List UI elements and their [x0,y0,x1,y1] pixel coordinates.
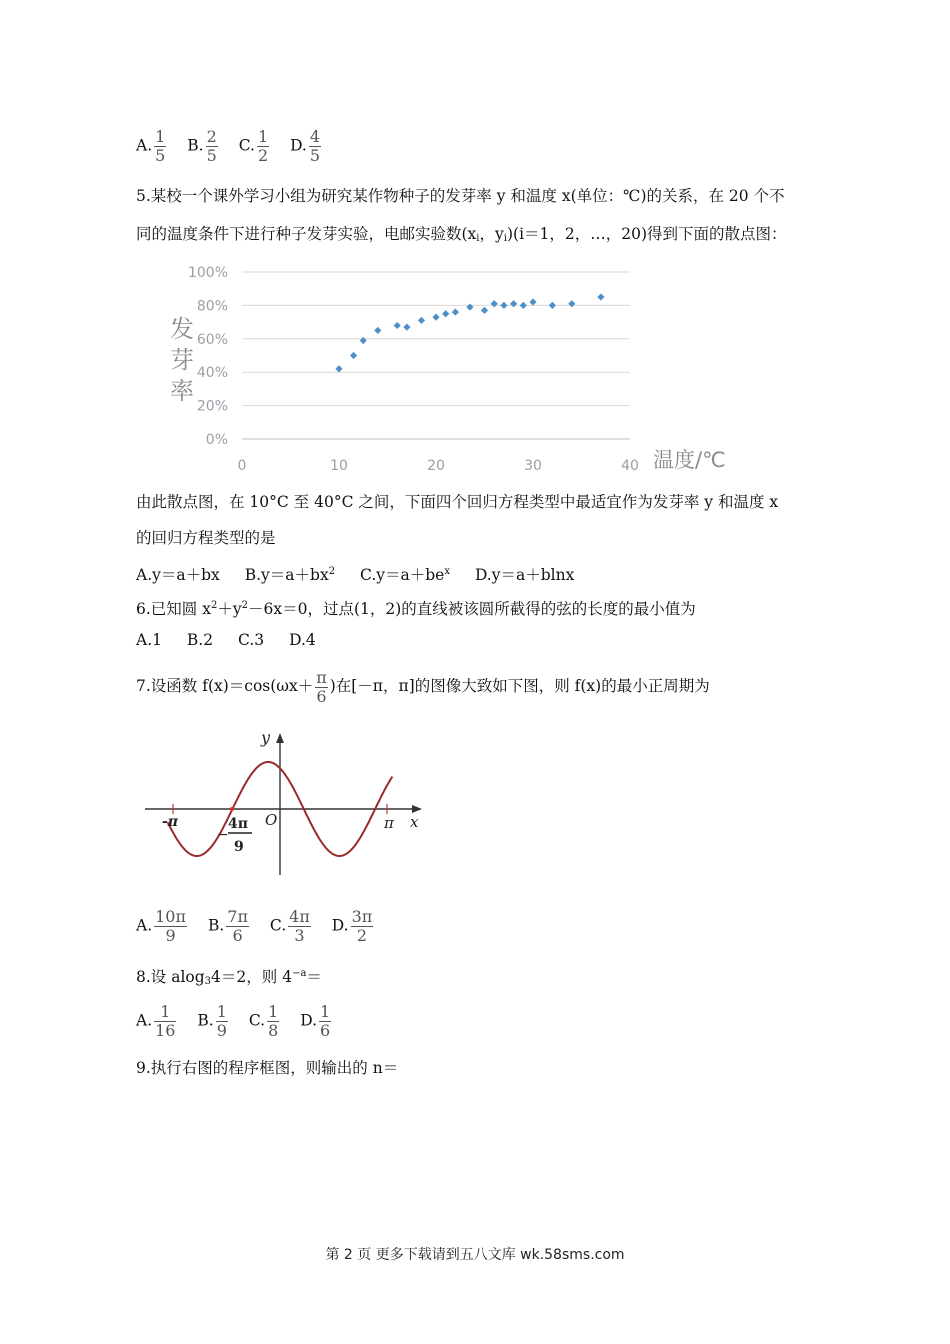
y-axis-title-char-2: 芽 [170,346,194,374]
scatter-point [350,352,357,359]
tick-neg-sign: − [217,827,229,843]
scatter-point [403,324,410,331]
germination-scatter-chart [150,255,750,480]
scatter-point [374,327,381,334]
scatter-point [597,293,604,300]
q6-option-d: D.4 [289,631,316,649]
q7-options [136,908,389,945]
scatter-point [500,302,507,309]
q5-after-line-2: 的回归方程类型的是 [136,529,276,547]
q8-option-a: A. $\frac{1}{16}$ [136,1002,176,1040]
tick-frac-num: 4π [228,816,248,832]
x-tick-label: 20 [427,458,445,474]
scatter-point [481,307,488,314]
scatter-point [418,317,425,324]
q5-after-line-1: 由此散点图，在 10°C 至 40°C 之间，下面四个回归方程类型中最适宜作为发芽率 y 和温度 x [136,493,779,511]
scatter-point [452,308,459,315]
x-tick-label: 0 [237,458,247,474]
q8-text: 8.设 alog$_3$4＝2，则 $4^{-a}=$ [136,968,322,987]
q7-option-b: B. $\frac{7\pi}{6}$ [207,907,248,945]
pi-label: π [384,814,394,832]
q5-option-a: A.y＝a＋bx [136,566,220,584]
q4-option-c: C. $\frac{1}{2}$ [238,127,269,165]
y-axis-title-char-3: 率 [170,377,194,405]
scatter-point [394,322,401,329]
neg-pi-label: -π [162,814,179,830]
x-tick-label: 30 [524,458,542,474]
q7-option-c: C. $\frac{4\pi}{3}$ [269,907,310,945]
q5-line-2: 同的温度条件下进行种子发芽实验，电邮实验数($x_i$，$y_i)(i=1$，2，…，20)得到下面的散点图： [136,225,787,244]
q4-option-d: D. $\frac{4}{5}$ [290,127,321,165]
y-axis-title-char-1: 发 [170,315,194,343]
scatter-point [335,365,342,372]
y-tick-label: 60% [196,331,228,348]
scatter-point [466,303,473,310]
q4-options [136,128,337,165]
x-axis-title: 温度/℃ [653,448,726,472]
q7-text: 7.设函数 f(x)＝cos(ωx＋ $\frac{\pi}{6}$ )在[－π，π]的图像大致如下图，则 f(x)的最小正周期为 [136,667,710,706]
scatter-point [568,300,575,307]
q7-option-a: A. $\frac{10\pi}{9}$ [136,907,186,945]
q4-option-b: B. $\frac{2}{5}$ [187,127,217,165]
neg-4pi-9-point [230,807,234,811]
x-axis-label: x [410,813,419,831]
q6-options [136,630,330,650]
x-tick-label: 40 [621,458,639,474]
x-axis-arrow-icon [412,805,422,813]
scatter-point [510,300,517,307]
y-tick-label: 80% [196,298,228,315]
scatter-point [549,302,556,309]
scatter-point [520,302,527,309]
y-tick-label: 100% [187,265,228,281]
q6-option-c: C.3 [238,631,265,649]
q5-line-1: 5.某校一个课外学习小组为研究某作物种子的发芽率 y 和温度 x(单位：℃)的关系，在 20 个不 [136,187,785,205]
tick-frac-den: 9 [234,839,244,855]
scatter-point [360,337,367,344]
q8-option-d: D. $\frac{1}{6}$ [300,1002,331,1040]
origin-label: O [265,811,278,829]
q6-option-a: A.1 [136,631,162,649]
q6-text: 6.已知圆 $x^2+y^2-6x=0$，过点(1，2)的直线被该圆所截得的弦的长度的最小值为 [136,600,696,618]
q5-option-d: D.y＝a＋blnx [474,566,575,584]
q8-options [136,1003,347,1040]
q5-option-b: $B.y=a+bx^2$ [244,566,336,584]
scatter-point [432,313,439,320]
q5-option-c: $C.y=a+be^x$ [360,566,450,584]
q7-option-d: D. $\frac{3\pi}{2}$ [331,907,373,945]
q5-options [136,562,588,585]
q8-option-b: B. $\frac{1}{9}$ [197,1002,227,1040]
y-tick-label: 40% [196,365,228,382]
x-tick-label: 10 [330,458,348,474]
page-footer: 第 2 页 更多下载请到五八文库 wk.58sms.com [325,1247,625,1263]
q6-option-b: B.2 [186,631,214,649]
y-tick-label: 0% [205,432,228,448]
y-tick-label: 20% [196,398,228,415]
y-axis-arrow-icon [276,733,284,743]
scatter-point [442,310,449,317]
cosine-graph [140,725,430,880]
q9-text: 9.执行右图的程序框图，则输出的 n＝ [136,1059,399,1077]
scatter-point [529,298,536,305]
y-axis-label: y [261,728,271,747]
scatter-point [491,300,498,307]
q8-option-c: C. $\frac{1}{8}$ [248,1002,279,1040]
q4-option-a: A. $\frac{1}{5}$ [136,127,166,165]
